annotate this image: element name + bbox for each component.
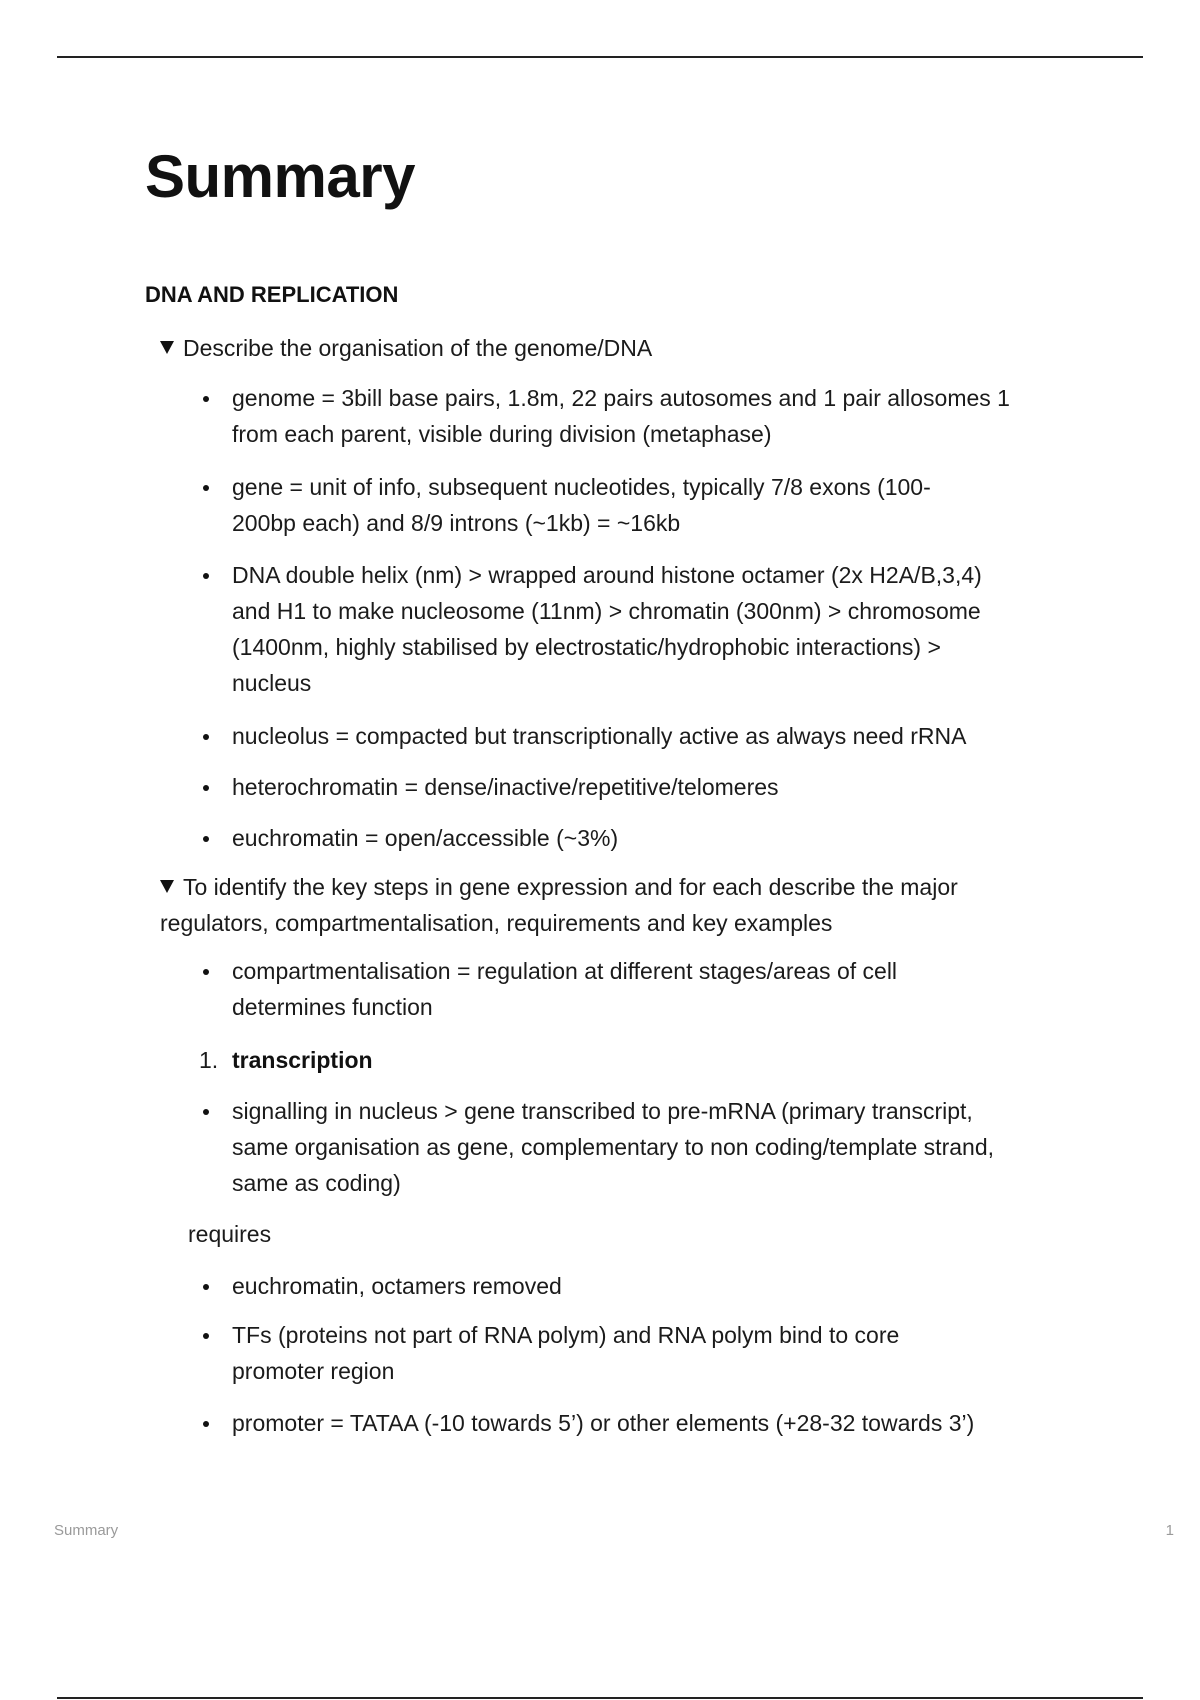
bullet-dot: [203, 1421, 209, 1427]
bullet-dot: [203, 734, 209, 740]
list-item-euchromatin: euchromatin = open/accessible (~3%): [232, 825, 619, 851]
bullet-dot: [203, 836, 209, 842]
list-item-signalling-line3: same as coding): [232, 1170, 401, 1196]
toggle-gene-expression[interactable]: [160, 869, 958, 905]
list-item-gene-line2: 200bp each) and 8/9 introns (~1kb) = ~16kb: [232, 510, 681, 536]
toggle-organisation-genome[interactable]: [160, 330, 652, 366]
numbered-marker: 1.: [199, 1047, 219, 1073]
bullet-dot: [203, 1109, 209, 1115]
list-item-dna-line1: DNA double helix (nm) > wrapped around histone octamer (2x H2A/B,3,4): [232, 562, 982, 588]
bullet-dot: [203, 485, 209, 491]
list-item-dna-line4: nucleus: [232, 670, 312, 696]
list-item-compartment-line1: compartmentalisation = regulation at different stages/areas of cell: [232, 958, 898, 984]
toggle-label-line1: To identify the key steps in gene expression and for each describe the major: [183, 874, 958, 900]
toggle-triangle-icon[interactable]: [160, 880, 174, 893]
list-item-promoter: promoter = TATAA (-10 towards 5’) or other elements (+28-32 towards 3’): [232, 1410, 975, 1436]
toggle-label-line2: regulators, compartmentalisation, requirements and key examples: [160, 910, 833, 936]
list-item-dna-line2: and H1 to make nucleosome (11nm) > chromatin (300nm) > chromosome: [232, 598, 981, 624]
list-item-compartment-line2: determines function: [232, 994, 433, 1020]
bullet-dot: [203, 969, 209, 975]
toggle-label: Describe the organisation of the genome/DNA: [183, 335, 653, 361]
list-item-genome-line1: genome = 3bill base pairs, 1.8m, 22 pairs autosomes and 1 pair allosomes 1: [232, 385, 1010, 411]
bottom-rule: [57, 1697, 1143, 1699]
bullet-dot: [203, 1333, 209, 1339]
top-rule: [57, 56, 1143, 58]
bullet-dot: [203, 785, 209, 791]
list-item-gene-line1: gene = unit of info, subsequent nucleotides, typically 7/8 exons (100-: [232, 474, 931, 500]
list-item-tfs-line1: TFs (proteins not part of RNA polym) and RNA polym bind to core: [232, 1322, 900, 1348]
footer-page-number: 1: [1165, 1522, 1174, 1539]
numbered-item-transcription: transcription: [232, 1047, 373, 1073]
footer-document-name: Summary: [54, 1522, 119, 1539]
list-item-signalling-line1: signalling in nucleus > gene transcribed to pre-mRNA (primary transcript,: [232, 1098, 973, 1124]
bullet-dot: [203, 396, 209, 402]
bullet-dot: [203, 573, 209, 579]
list-item-nucleolus: nucleolus = compacted but transcriptionally active as always need rRNA: [232, 723, 967, 749]
toggle-triangle-icon[interactable]: [160, 341, 174, 354]
list-item-euchromatin-octamers: euchromatin, octamers removed: [232, 1273, 562, 1299]
list-item-heterochromatin: heterochromatin = dense/inactive/repetitive/telomeres: [232, 774, 779, 800]
bullet-dot: [203, 1284, 209, 1290]
page-title: Summary: [145, 143, 415, 210]
section-heading: DNA AND REPLICATION: [145, 282, 399, 307]
list-item-tfs-line2: promoter region: [232, 1358, 395, 1384]
list-item-signalling-line2: same organisation as gene, complementary to non coding/template strand,: [232, 1134, 994, 1160]
requires-label: requires: [188, 1221, 272, 1247]
list-item-dna-line3: (1400nm, highly stabilised by electrostatic/hydrophobic interactions) >: [232, 634, 941, 660]
list-item-genome-line2: from each parent, visible during division (metaphase): [232, 421, 772, 447]
